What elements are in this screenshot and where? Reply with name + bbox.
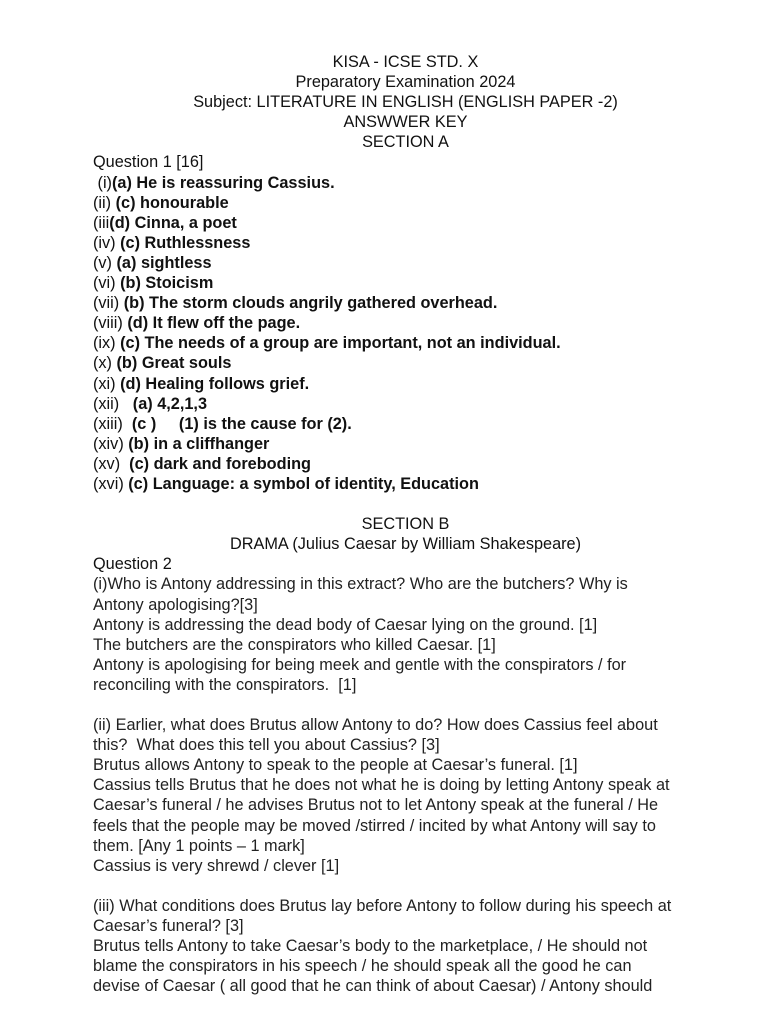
mcq-answer-line	[93, 213, 728, 233]
answer-text-line: Brutus allows Antony to speak to the people at Caesar’s funeral. [1]	[93, 756, 578, 775]
school-title: KISA - ICSE STD. X	[332, 53, 479, 71]
section-b-block	[93, 514, 728, 996]
document-header	[93, 52, 728, 152]
mcq-answer-line	[93, 233, 728, 253]
answer-text-line: (iii) What conditions does Brutus lay before Antony to follow during his speech at	[93, 896, 672, 915]
mcq-answer-line	[93, 333, 728, 353]
mcq-answer-line	[93, 474, 728, 494]
answer-text-line: devise of Caesar ( all good that he can think of about Caesar) / Antony should	[93, 977, 653, 996]
mcq-number: (iii	[93, 213, 110, 232]
answer-text-line: them. [Any 1 points – 1 mark]	[93, 836, 305, 855]
answer-text-line: (i)Who is Antony addressing in this extract? Who are the butchers? Why is	[93, 575, 628, 594]
answer-text-line: feels that the people may be moved /stirred / incited by what Antony will say to	[93, 816, 656, 835]
exam-title: Preparatory Examination 2024	[295, 73, 516, 92]
mcq-number: (xiii)	[93, 414, 132, 433]
mcq-answer: (c) Language: a symbol of identity, Education	[128, 474, 479, 493]
answer-text-line: blame the conspirators in his speech / he should speak all the good he can	[93, 957, 632, 976]
mcq-number: (xii)	[93, 394, 133, 413]
spacer	[93, 494, 728, 514]
mcq-answer: (b) Great souls	[116, 354, 232, 373]
answer-text-line: Antony is apologising for being meek and gentle with the conspirators / for	[93, 655, 627, 674]
mcq-number: (iv)	[93, 233, 121, 252]
mcq-number: (xvi)	[93, 474, 129, 493]
section-a-title: SECTION A	[362, 133, 449, 152]
mcq-answer-line	[93, 253, 728, 273]
mcq-answer-line	[93, 193, 728, 213]
section-b-title: SECTION B	[361, 515, 450, 534]
answer-key-title: ANSWWER KEY	[343, 113, 468, 132]
mcq-answer-line	[93, 173, 728, 193]
answer-text-line: Caesar’s funeral? [3]	[93, 917, 244, 936]
mcq-answer: (c) honourable	[115, 193, 229, 212]
answer-text-line: Antony is addressing the dead body of Caesar lying on the ground. [1]	[93, 615, 598, 634]
subject-title: Subject: LITERATURE IN ENGLISH (ENGLISH PAPER -2)	[193, 93, 618, 112]
mcq-answer: (c) The needs of a group are important, not an individual.	[120, 334, 561, 353]
answer-text-line: Cassius is very shrewd / clever [1]	[93, 856, 340, 875]
mcq-answer: (a) sightless	[116, 253, 212, 272]
mcq-number: (xi)	[93, 374, 121, 393]
paragraph-gap	[93, 695, 728, 715]
mcq-answer: (c) Ruthlessness	[120, 233, 251, 252]
mcq-number: (x)	[93, 354, 117, 373]
mcq-answer-line	[93, 313, 728, 333]
mcq-answer-line	[93, 374, 728, 394]
question-1-title: Question 1 [16]	[93, 153, 204, 172]
mcq-answer: (c ) (1) is the cause for (2).	[131, 414, 352, 433]
mcq-number: (vii)	[93, 294, 124, 313]
mcq-answer: (b) Stoicism	[120, 274, 214, 293]
answer-text-line: reconciling with the conspirators. [1]	[93, 675, 357, 694]
mcq-answer-line	[93, 293, 728, 313]
mcq-answer-line	[93, 273, 728, 293]
mcq-answer: (d) Healing follows grief.	[120, 374, 310, 393]
answer-text-line: Brutus tells Antony to take Caesar’s body to the marketplace, / He should not	[93, 937, 648, 956]
mcq-number: (ix)	[93, 334, 121, 353]
mcq-answer-line	[93, 454, 728, 474]
answer-text-line: (ii) Earlier, what does Brutus allow Antony to do? How does Cassius feel about	[93, 716, 658, 735]
mcq-number: (vi)	[93, 274, 121, 293]
mcq-answer: (a) He is reassuring Cassius.	[111, 173, 335, 192]
answer-text-line: The butchers are the conspirators who killed Caesar. [1]	[93, 635, 496, 654]
question-2-answer-text	[93, 574, 728, 996]
mcq-number: (xv)	[93, 454, 130, 473]
drama-subtitle: DRAMA (Julius Caesar by William Shakespeare)	[229, 535, 582, 554]
mcq-answer-line	[93, 394, 728, 414]
mcq-answer: (d) Cinna, a poet	[109, 213, 237, 232]
mcq-number: (ii)	[93, 193, 116, 212]
answer-text-line: Antony apologising?[3]	[93, 595, 258, 614]
mcq-number: (xiv)	[93, 434, 129, 453]
mcq-number: (viii)	[93, 314, 128, 333]
mcq-answer-line	[93, 414, 728, 434]
mcq-answer: (d) It flew off the page.	[127, 314, 301, 333]
mcq-number: (v)	[93, 253, 117, 272]
mcq-answer-line	[93, 353, 728, 373]
answer-text-line: Cassius tells Brutus that he does not what he is doing by letting Antony speak at	[93, 776, 670, 795]
mcq-number: (i)	[93, 173, 112, 192]
mcq-answer: (a) 4,2,1,3	[132, 394, 208, 413]
mcq-answer: (c) dark and foreboding	[129, 454, 311, 473]
paragraph-gap	[93, 876, 728, 896]
mcq-answer: (b) The storm clouds angrily gathered overhead.	[123, 294, 498, 313]
question-1-block	[93, 152, 728, 494]
mcq-answer: (b) in a cliffhanger	[128, 434, 270, 453]
question-1-answer-list	[93, 173, 728, 495]
answer-text-line: this? What does this tell you about Cassius? [3]	[93, 736, 440, 755]
mcq-answer-line	[93, 434, 728, 454]
question-2-title: Question 2	[93, 555, 172, 574]
answer-text-line: Caesar’s funeral / he advises Brutus not to let Antony speak at the funeral / He	[93, 796, 659, 815]
